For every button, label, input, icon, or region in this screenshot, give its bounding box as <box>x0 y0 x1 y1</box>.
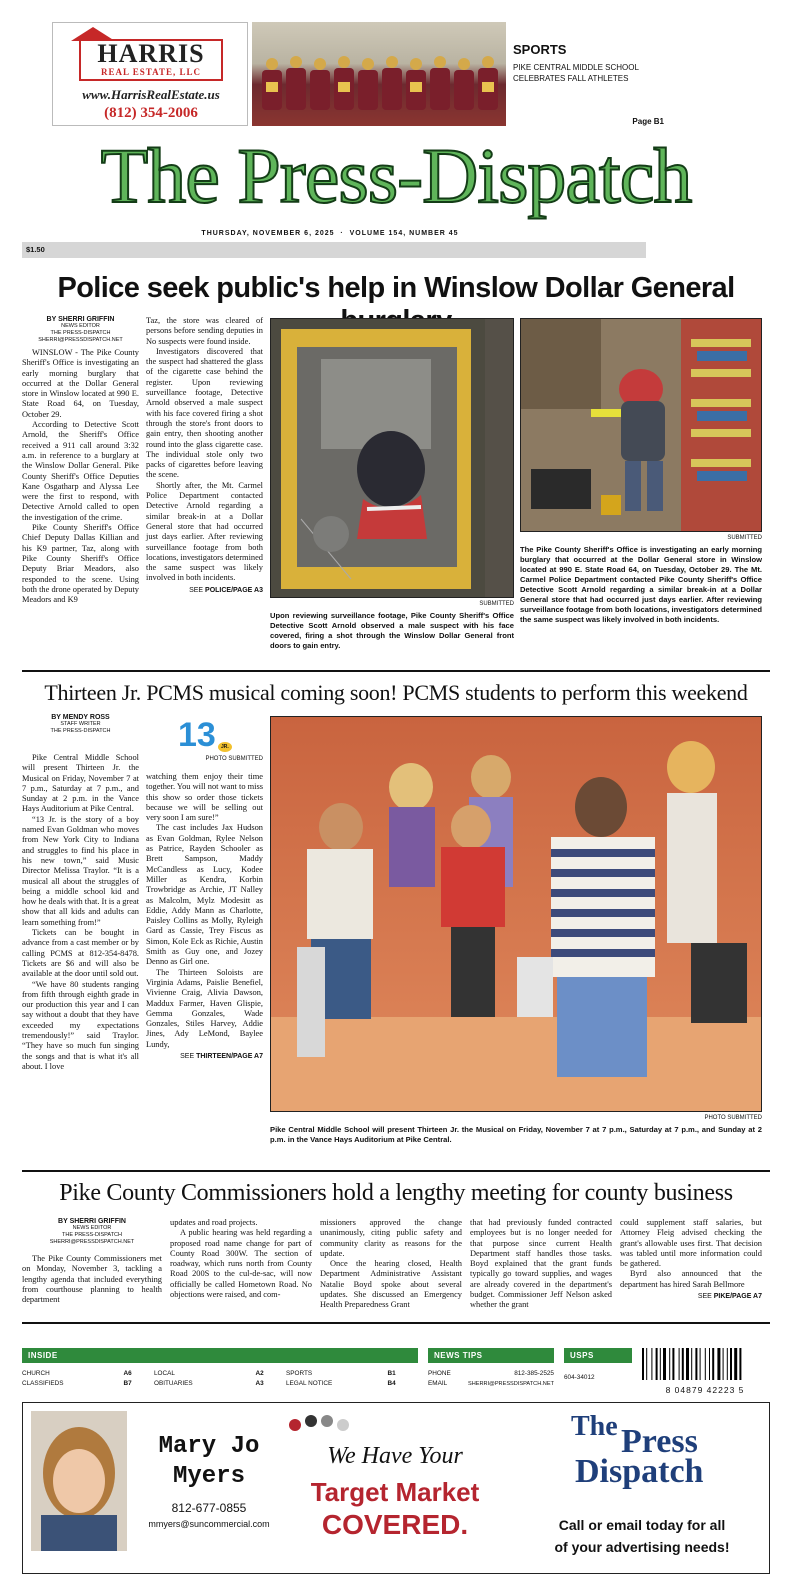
paragraph: According to Detective Scott Arnold, the Sheriff's Office received a 911 call around 3:32 a.m. in reference to a burglary at the Winslow Dollar General. Pike County Sheriff's Office Deputies Kane Osgatharp and Alyssa Lee were the first to respond, with Detective Arnold called to open the investigation of the crime. <box>22 420 139 522</box>
index-label[interactable]: LEGAL NOTICE <box>285 1380 333 1387</box>
story1-col2 <box>146 316 263 594</box>
surveillance-photo-1 <box>270 318 514 598</box>
barcode <box>640 1348 770 1395</box>
story2-col1 <box>22 714 139 1072</box>
paragraph: Byrd also announced that the department has hired Sarah Bellmore <box>620 1269 762 1289</box>
harris-phone: (812) 354-2006 <box>104 105 198 121</box>
story1-jump[interactable] <box>146 587 263 594</box>
barcode-bar <box>709 1348 710 1380</box>
barcode-bar <box>727 1348 728 1380</box>
barcode-bar <box>656 1348 658 1380</box>
barcode-bar <box>642 1348 644 1380</box>
paragraph: Once the hearing closed, Health Department Administrative Assistant Natalie Boyd spoke about several updates. She discussed an Emergency Health Preparedness Grant <box>320 1259 462 1310</box>
index-page: A6 <box>123 1370 132 1377</box>
pd-logo-dispatch: Dispatch <box>575 1453 704 1490</box>
inside-title: INSIDE <box>22 1348 418 1363</box>
photo1-credit: SUBMITTED <box>479 601 514 607</box>
story2-body1 <box>22 753 139 1072</box>
story1-role: NEWS EDITOR <box>61 323 100 329</box>
barcode-bar <box>700 1348 701 1380</box>
see-label: SEE <box>697 1293 714 1301</box>
story3-col1 <box>22 1218 162 1305</box>
barcode-bar <box>695 1348 697 1380</box>
section-divider-1 <box>22 670 770 672</box>
paragraph: could supplement staff salaries, but Attorney Fleig advised checking the grant's allowable uses first. That decision was tabled until more information could be gathered. <box>620 1218 762 1269</box>
jump-ref: PIKE/PAGE A7 <box>713 1293 762 1301</box>
musical-credit: PHOTO SUBMITTED <box>704 1115 762 1121</box>
advertising-ad[interactable] <box>22 1402 770 1574</box>
story1-byline: BY SHERRI GRIFFIN <box>46 316 115 323</box>
story2-org: THE PRESS-DISPATCH <box>50 728 111 734</box>
thirteen-logo-text: 13 <box>178 716 216 754</box>
story1-org: THE PRESS-DISPATCH <box>50 330 111 336</box>
index-page: A3 <box>255 1380 264 1387</box>
barcode-bar <box>723 1348 724 1380</box>
photo1-caption: Upon reviewing surveillance footage, Pike County Sheriff's Office Detective Scott Arnold observed a male suspect with his face covered, firing a shot through the Winslow Dollar General front doors to gain entry. <box>270 611 514 650</box>
barcode-bar <box>682 1348 684 1380</box>
rep-email[interactable]: mmyers@suncommercial.com <box>148 1519 270 1529</box>
barcode-bar <box>651 1348 652 1380</box>
barcode-bar <box>679 1348 680 1380</box>
story2-role: STAFF WRITER <box>60 721 101 727</box>
inside-box <box>22 1348 418 1389</box>
ad-cta-2: of your advertising needs! <box>554 1539 730 1555</box>
barcode-bar <box>730 1348 732 1380</box>
paragraph: The Thirteen Soloists are Virginia Adams, Paislie Benefiel, Vivienne Craig, Alivia Dawson, Maddux Farmer, Haven Glispie, Gemma Gonzales, Wade Gonzales, Stiles Harvey, Addie Jines, Ady LeMond, Baylee Lundy, <box>146 967 263 1049</box>
jump-ref: POLICE/PAGE A3 <box>205 586 263 594</box>
index-label[interactable]: SPORTS <box>285 1370 313 1377</box>
barcode-bar <box>691 1348 692 1380</box>
usps-number: 604-34012 <box>564 1374 595 1381</box>
teaser-page: Page B1 <box>632 117 664 126</box>
table-row <box>428 1369 554 1379</box>
barcode-bar <box>739 1348 741 1380</box>
teaser-line1: PIKE CENTRAL MIDDLE SCHOOL <box>513 63 639 72</box>
barcode-bar <box>705 1348 706 1380</box>
price: $1.50 <box>26 245 45 254</box>
barcode-bar <box>672 1348 674 1380</box>
barcode-bar <box>669 1348 670 1380</box>
story2-col2 <box>146 714 263 1060</box>
section-divider-3 <box>22 1322 770 1324</box>
barcode-digits: 8 04879 42223 5 <box>665 1385 745 1395</box>
news-tips-table <box>428 1369 554 1389</box>
avatar <box>31 1411 127 1551</box>
index-page: B1 <box>387 1370 396 1377</box>
story3-col5 <box>620 1218 762 1300</box>
rep-phone[interactable]: 812-677-0855 <box>171 1501 247 1515</box>
index-page: B7 <box>123 1380 132 1387</box>
logo-credit: PHOTO SUBMITTED <box>205 756 263 762</box>
index-label[interactable]: CLASSIFIEDS <box>22 1380 64 1387</box>
musical-caption: Pike Central Middle School will present Thirteen Jr. the Musical on Friday, November 7 at 7 p.m., Saturday at 7 p.m., and Sunday at 2 p.m. in the Vance Hays Auditorium at Pike Central. <box>270 1125 762 1144</box>
thirteen-logo-sub: JR. <box>218 742 232 752</box>
phone-label: PHONE <box>428 1370 451 1377</box>
paragraph: “We have 80 students ranging from fifth through eighth grade in our production this year and I can say without a doubt that they have exceeded my expectations tremendously!” said Traylor. “They have so much fun singing the songs and that is what it's all about. I love <box>22 979 139 1071</box>
barcode-bar <box>734 1348 737 1380</box>
table-row <box>22 1379 418 1389</box>
index-label[interactable]: LOCAL <box>153 1370 175 1377</box>
ad-cta-1: Call or email today for all <box>558 1517 726 1533</box>
email-value[interactable]: SHERRI@PRESSDISPATCH.NET <box>468 1381 554 1387</box>
musical-photo <box>270 716 762 1112</box>
inside-table <box>22 1369 418 1389</box>
team-silhouettes <box>252 22 506 126</box>
paragraph: Shortly after, the Mt. Carmel Police Department contacted Detective Arnold regarding a similar break-in at a Dollar General store that had occurred just days earlier. After reviewing surveillance footage from both locations, investigators determined the same suspect was likely involved in both incidents. <box>146 480 263 583</box>
paragraph: Investigators discovered that the suspect had shattered the glass of the cigarette case behind the register. Upon reviewing surveillance footage, Detective Arnold observed a male suspect with his face covered firing a shot through the store's front doors to gain entry, then shooting another round into the glass cigarette case. The individual stole only two packs of cigarettes before leaving the scene. <box>146 346 263 480</box>
story2-body2 <box>146 772 263 1050</box>
photo2-caption: The Pike County Sheriff's Office is investigating an early morning burglary that occurred at the Dollar General store in Winslow located at 990 E. State Road 64, on Tuesday, October 29. The Mt. Carmel Police Department contacted Pike County Sheriff's Office Detective Scott Arnold regarding a similar break-in at a Dollar General store that had occurred just days earlier. After reviewing surveillance footage from both locations, investigators determined the same suspect was likely involved in both incidents. <box>520 545 762 624</box>
story3-col4 <box>470 1218 612 1311</box>
surveillance-scene-1 <box>271 319 514 598</box>
rep-photo <box>31 1411 127 1551</box>
ad-line2: Target Market <box>310 1477 480 1507</box>
musical-scene <box>271 717 762 1112</box>
rep-name-1: Mary Jo <box>158 1433 260 1460</box>
paragraph: Tickets can be bought in advance from a cast member or by calling PCMS at 812-354-8478. Tickets are $6 and will also be available at the door until sold out. <box>22 928 139 979</box>
story2-jump[interactable] <box>146 1053 263 1060</box>
pd-logo-the: The <box>571 1411 618 1442</box>
barcode-bars <box>640 1348 770 1382</box>
story3-headline[interactable]: Pike County Commissioners hold a lengthy meeting for county business <box>59 1180 733 1206</box>
index-label[interactable]: CHURCH <box>22 1370 50 1377</box>
paragraph: The Pike County Commissioners met on Monday, November 3, tackling a lengthy agenda that included everything from courthouse planning to health department <box>22 1254 162 1305</box>
story2-byline: BY MENDY ROSS <box>51 714 110 721</box>
story3-jump[interactable] <box>620 1293 762 1300</box>
sports-team-photo <box>252 22 506 126</box>
index-page: B4 <box>387 1380 396 1387</box>
harris-url[interactable]: www.HarrisRealEstate.us <box>82 87 220 102</box>
usps-title: USPS <box>564 1348 632 1363</box>
paragraph: WINSLOW - The Pike County Sheriff's Office is investigating an early morning burglary that occurred at the Dollar General store in Winslow located at 990 E. State Road 64, on Tuesday, October 29. <box>22 348 139 419</box>
masthead-bar <box>22 242 646 258</box>
index-label[interactable]: OBITUARIES <box>153 1380 193 1387</box>
story3-byline: BY SHERRI GRIFFIN <box>58 1218 126 1225</box>
paragraph: Pike County Sheriff's Office Chief Deputy Dallas Killian and his K9 partner, Taz, along with Pike County Sheriff's Office Deputy Briar Meadors, also responded to the scene. Using both the drone operated by Deputy Meadors and K9 <box>22 523 139 605</box>
rep-name-2: Myers <box>172 1463 245 1490</box>
table-row <box>428 1379 554 1389</box>
dateline: THURSDAY, NOVEMBER 6, 2025 · VOLUME 154, NUMBER 45 <box>201 230 459 237</box>
see-label: SEE <box>189 586 206 594</box>
ad-line1: We Have Your <box>327 1443 463 1469</box>
photo2-credit: SUBMITTED <box>727 535 762 541</box>
phone-value[interactable]: 812-385-2525 <box>514 1370 554 1377</box>
story1-col1 <box>22 316 139 605</box>
surveillance-photo-2 <box>520 318 762 532</box>
surveillance-scene-2 <box>521 319 762 532</box>
paragraph: that had previously funded contracted employees but is no longer needed for that purpose since current Health Department staff handles those tasks. Boyd explained that the grant funds typically go toward supplies, and wages are already covered in the department's budget. Commissioner Jeff Nelson asked whether the grant <box>470 1218 612 1310</box>
news-tips-title: NEWS TIPS <box>428 1348 554 1363</box>
usps-box <box>564 1348 632 1383</box>
section-divider-2 <box>22 1170 770 1172</box>
teaser-section: SPORTS <box>513 42 567 57</box>
barcode-bar <box>663 1348 666 1380</box>
table-row <box>22 1369 418 1379</box>
story1-email[interactable]: SHERRI@PRESSDISPATCH.NET <box>38 337 123 343</box>
paragraph: “13 Jr. is the story of a boy named Evan Goldman who moves from New York City to Indiana and struggles to find his place in his new town,” said Music Director Melissa Traylor. “It is a musical all about the struggles of being a middle school kid and how he deals with that. It is a great show that all kids and adults can learn something from!” <box>22 814 139 927</box>
barcode-bar <box>717 1348 720 1380</box>
story1-body1 <box>22 348 139 605</box>
news-tips-box <box>428 1348 554 1389</box>
story1-headline[interactable]: Police seek public's help in Winslow Dollar General <box>57 272 735 304</box>
target-icon <box>285 1411 365 1441</box>
story3-org: THE PRESS-DISPATCH <box>62 1232 122 1238</box>
paragraph: watching them enjoy their time together. You will not want to miss this show so order those tickets because we will be selling out very soon I am sure!” <box>146 772 263 823</box>
thirteen-logo <box>146 714 263 756</box>
sports-teaser[interactable] <box>513 42 773 83</box>
paragraph: updates and road projects. <box>170 1218 258 1227</box>
story3-email[interactable]: SHERRI@PRESSDISPATCH.NET <box>49 1239 135 1245</box>
story2-headline[interactable]: Thirteen Jr. PCMS musical coming soon! PCMS students to perform this weekend <box>44 680 748 705</box>
index-page: A2 <box>255 1370 264 1377</box>
story3-col3 <box>320 1218 462 1311</box>
barcode-bar <box>660 1348 661 1380</box>
barcode-bar <box>712 1348 714 1380</box>
harris-brand: HARRIS <box>97 39 205 68</box>
email-label: EMAIL <box>428 1380 448 1387</box>
masthead-title[interactable]: The Press-Dispatch <box>100 132 692 219</box>
barcode-bar <box>686 1348 689 1380</box>
see-label: SEE <box>180 1053 197 1061</box>
story3-role: NEWS EDITOR <box>72 1225 112 1231</box>
jump-ref: THIRTEEN/PAGE A7 <box>196 1053 263 1061</box>
ad-line3: COVERED. <box>321 1509 469 1540</box>
story1-body2 <box>146 316 263 584</box>
paragraph: Taz, the store was cleared of persons before sending deputies in No suspects were found inside. <box>146 316 263 346</box>
teaser-line2: CELEBRATES FALL ATHLETES <box>513 74 629 83</box>
story3-col2 <box>170 1218 312 1300</box>
harris-logo-box <box>79 39 223 81</box>
pd-logo-press: Press <box>621 1423 698 1460</box>
barcode-bar <box>646 1348 647 1380</box>
harris-sub: REAL ESTATE, LLC <box>101 67 201 77</box>
harris-ad[interactable] <box>52 22 248 126</box>
paragraph: missioners approved the change unanimously, citing public safety and community clarity as reasons for the update. <box>320 1218 462 1258</box>
paragraph: The cast includes Jax Hudson as Evan Goldman, Rylee Nelson as Patrice, Rayden Schooler as Brett Sampson, Maddy McCandless as Lucy, Kodee Miller as Kendra, Korbin Trowbridge as Archie, JT Nalley as Malcolm, Mylz Modesitt as Eddie, Addy Mann as Charlotte, Paisley Collins as Molly, Ryleigh Gard as Cassie, Trey Fiscus as Simon, Kole Eck as Richie, Austin Smith as Guy one, and Jozey Denno as Girl one. <box>146 823 263 967</box>
pd-logo <box>553 1409 753 1499</box>
paragraph: Pike Central Middle School will present Thirteen Jr. the Musical on Friday, November 7 at 7 p.m., Saturday at 7 p.m., and Sunday at 2 p.m. in the Vance Hays Auditorium at Pike Central. <box>22 753 139 814</box>
paragraph: A public hearing was held regarding a proposed road name change for part of County Road 300W. The section of roadway, which runs north from County Road 200S to the cul-de-sac, will now officially be called Hometown Road. No objections were raised, and com- <box>170 1228 312 1300</box>
